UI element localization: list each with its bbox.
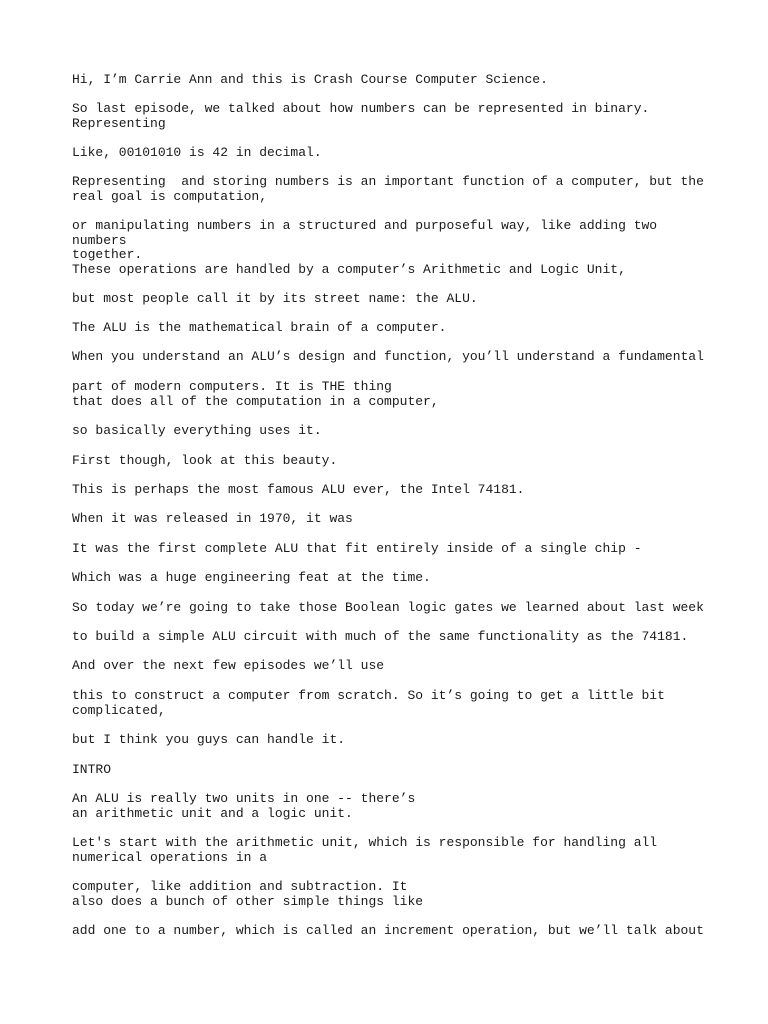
transcript-paragraph-4: Representing and storing numbers is an important function of a computer, but the real goal is computation,: [72, 174, 704, 204]
transcript-paragraph-18: to build a simple ALU circuit with much of the same functionality as the 74181.: [72, 629, 689, 644]
transcript-paragraph-21: but I think you guys can handle it.: [72, 732, 346, 747]
transcript-paragraph-6: These operations are handled by a computer’s Arithmetic and Logic Unit,: [72, 262, 626, 277]
transcript-paragraph-9: When you understand an ALU’s design and function, you’ll understand a fundamental: [72, 349, 704, 364]
transcript-paragraph-15: It was the first complete ALU that fit entirely inside of a single chip -: [72, 541, 642, 556]
transcript-paragraph-16: Which was a huge engineering feat at the time.: [72, 570, 431, 585]
transcript-paragraph-25: computer, like addition and subtraction. It also does a bunch of other simple things like: [72, 879, 424, 909]
transcript-paragraph-2: So last episode, we talked about how numbers can be represented in binary. Representing: [72, 101, 650, 131]
transcript-paragraph-24: Let's start with the arithmetic unit, which is responsible for handling all numerical operations in a: [72, 835, 658, 865]
transcript-paragraph-10: part of modern computers. It is THE thing that does all of the computation in a computer,: [72, 379, 439, 409]
transcript-paragraph-20: this to construct a computer from scratch. So it’s going to get a little bit complicated,: [72, 688, 665, 718]
transcript-paragraph-19: And over the next few episodes we’ll use: [72, 658, 385, 673]
transcript-paragraph-13: This is perhaps the most famous ALU ever, the Intel 74181.: [72, 482, 525, 497]
transcript-paragraph-12: First though, look at this beauty.: [72, 453, 338, 468]
transcript-paragraph-26: add one to a number, which is called an increment operation, but we’ll talk about: [72, 923, 704, 938]
transcript-paragraph-23: An ALU is really two units in one -- there’s an arithmetic unit and a logic unit.: [72, 791, 416, 821]
transcript-paragraph-14: When it was released in 1970, it was: [72, 511, 353, 526]
transcript-heading-intro: INTRO: [72, 762, 112, 777]
transcript-paragraph-3: Like, 00101010 is 42 in decimal.: [72, 145, 322, 160]
transcript-paragraph-11: so basically everything uses it.: [72, 423, 322, 438]
transcript-paragraph-8: The ALU is the mathematical brain of a computer.: [72, 320, 447, 335]
transcript-paragraph-17: So today we’re going to take those Boolean logic gates we learned about last week: [72, 600, 704, 615]
transcript-paragraph-1: Hi, I’m Carrie Ann and this is Crash Course Computer Science.: [72, 72, 548, 87]
transcript-paragraph-5: or manipulating numbers in a structured and purposeful way, like adding two numbers together.: [72, 218, 658, 262]
transcript-paragraph-7: but most people call it by its street name: the ALU.: [72, 291, 478, 306]
